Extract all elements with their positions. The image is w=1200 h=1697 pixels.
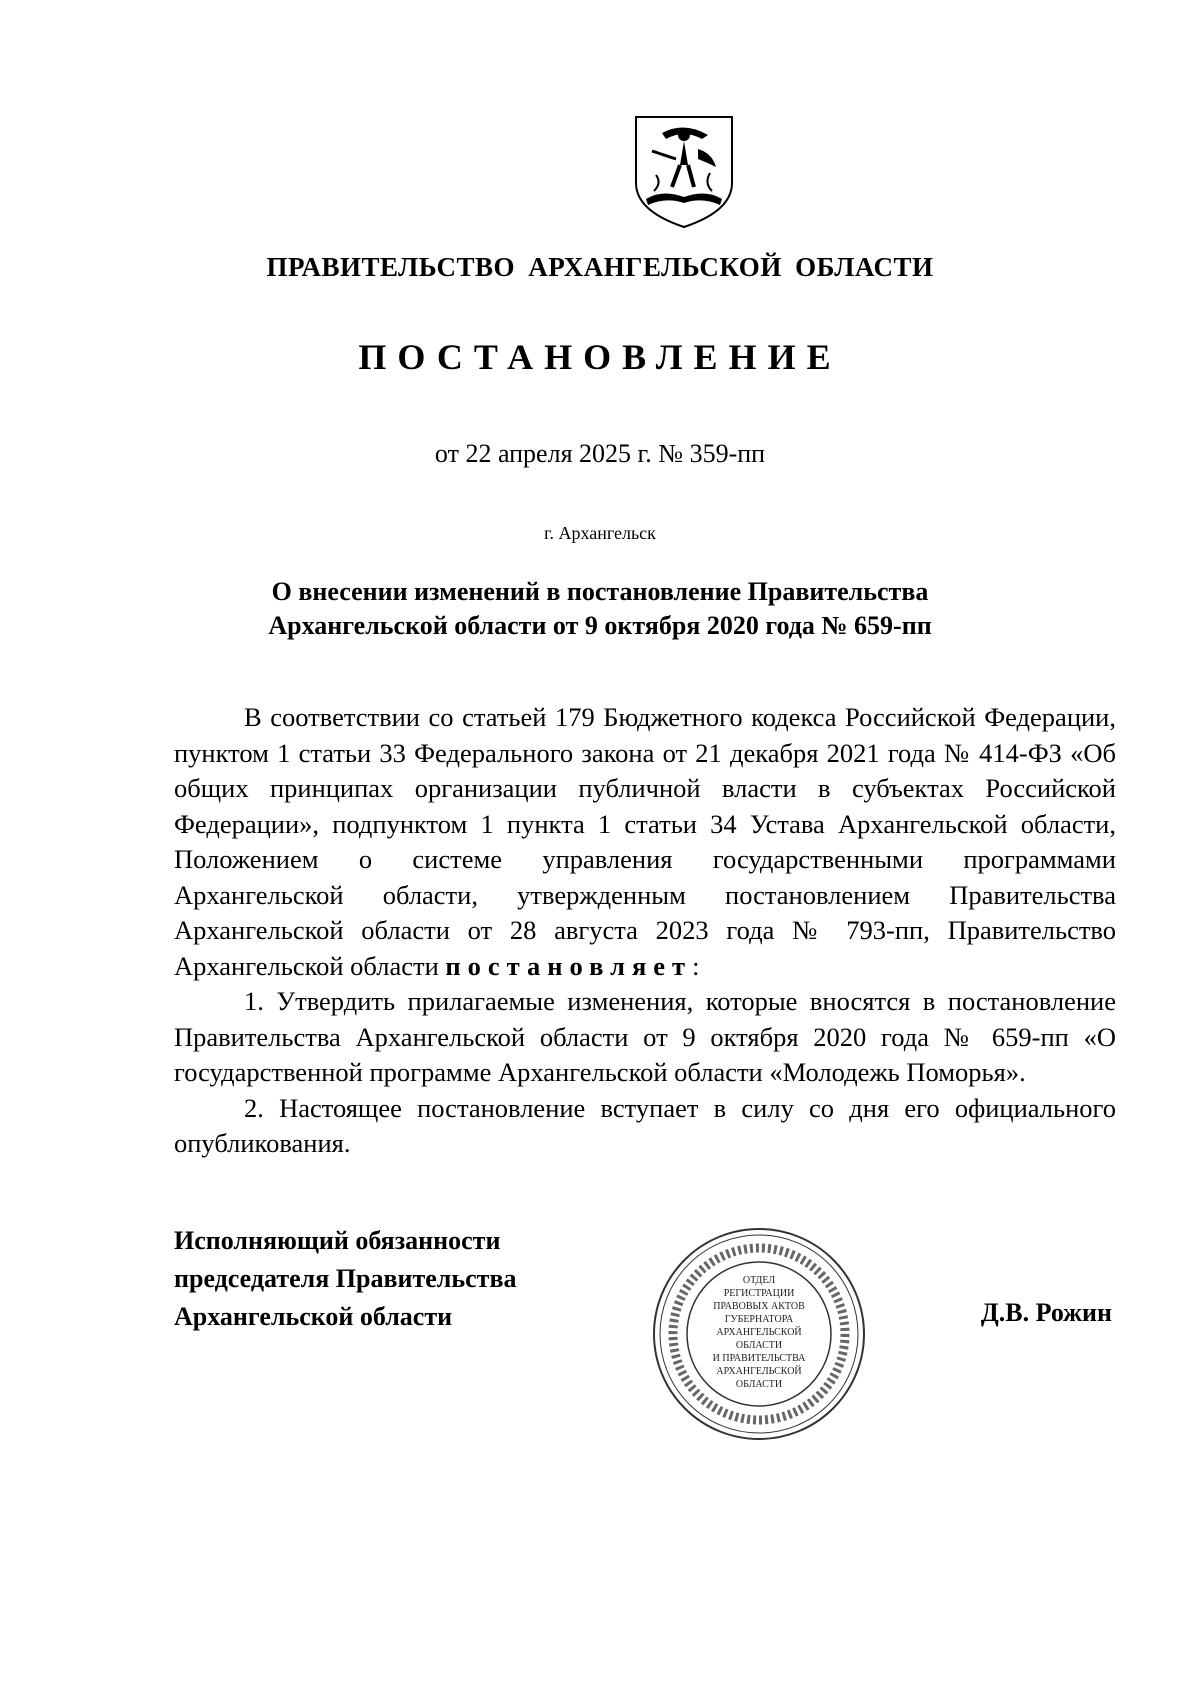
signatory-position — [174, 1222, 594, 1336]
seal-line-7: И ПРАВИТЕЛЬСТВА — [712, 1353, 806, 1364]
signatory-name: Д.В. Рожин — [980, 1298, 1112, 1327]
government-title: ПРАВИТЕЛЬСТВО АРХАНГЕЛЬСКОЙ ОБЛАСТИ — [266, 252, 934, 282]
document-subject — [160, 575, 1040, 643]
subject-line-2: Архангельской области от 9 октября 2020 года № 659-пп — [268, 611, 932, 640]
seal-line-5: АРХАНГЕЛЬСКОЙ — [716, 1327, 802, 1338]
resolves-word: постановляет — [445, 950, 693, 981]
document-type: ПОСТАНОВЛЕНИЕ — [358, 337, 842, 377]
subject-line-1: О внесении изменений в постановление Правительства — [271, 577, 929, 606]
item-2-paragraph: 2. Настоящее постановление вступает в силу со дня его официального опубликования. — [174, 1092, 1116, 1158]
seal-line-8: АРХАНГЕЛЬСКОЙ — [716, 1366, 802, 1377]
document-place: г. Архангельск — [544, 523, 656, 543]
signatory-position-line-1: Исполняющий обязанности — [174, 1226, 501, 1255]
signatory-position-line-2: председателя Правительства — [174, 1264, 517, 1293]
document-date-number: от 22 апреля 2025 г. № 359-пп — [434, 439, 766, 468]
item-1-paragraph: 1. Утвердить прилагаемые изменения, которые вносятся в постановление Правительства Архангельской области от 9 октября 2020 года № 659-пп «О государственной программе Архангельской области «Молодежь Поморья». — [174, 986, 1116, 1087]
seal-line-2: РЕГИСТРАЦИИ — [723, 1288, 795, 1299]
signatory-position-line-3: Архангельской области — [174, 1302, 453, 1331]
seal-line-9: ОБЛАСТИ — [735, 1379, 783, 1390]
resolves-colon: : — [692, 950, 700, 981]
document-body — [174, 700, 1116, 1162]
preamble-text: В соответствии со статьей 179 Бюджетного кодекса Российской Федерации, пунктом 1 статьи 33 Федерального закона от 21 декабря 2021 года № 414-ФЗ «Об общих принципах организации публичной власти в субъектах Российской Федерации», подпунктом 1 пункта 1 статьи 34 Устава Архангельской области, Положением о системе управления государственными программами Архангельской области, утвержденным постановлением Правительства Архангельской области от 28 августа 2023 года № 793-пп, Правительство Архангельской области — [174, 702, 1116, 981]
seal-line-1: ОТДЕЛ — [742, 1275, 776, 1286]
preamble-paragraph — [174, 700, 1116, 984]
seal-line-3: ПРАВОВЫХ АКТОВ — [713, 1301, 805, 1312]
seal-line-6: ОБЛАСТИ — [735, 1340, 783, 1351]
official-seal-icon — [650, 1225, 868, 1443]
seal-line-4: ГУБЕРНАТОРА — [724, 1314, 794, 1325]
coat-of-arms-icon — [632, 113, 736, 231]
